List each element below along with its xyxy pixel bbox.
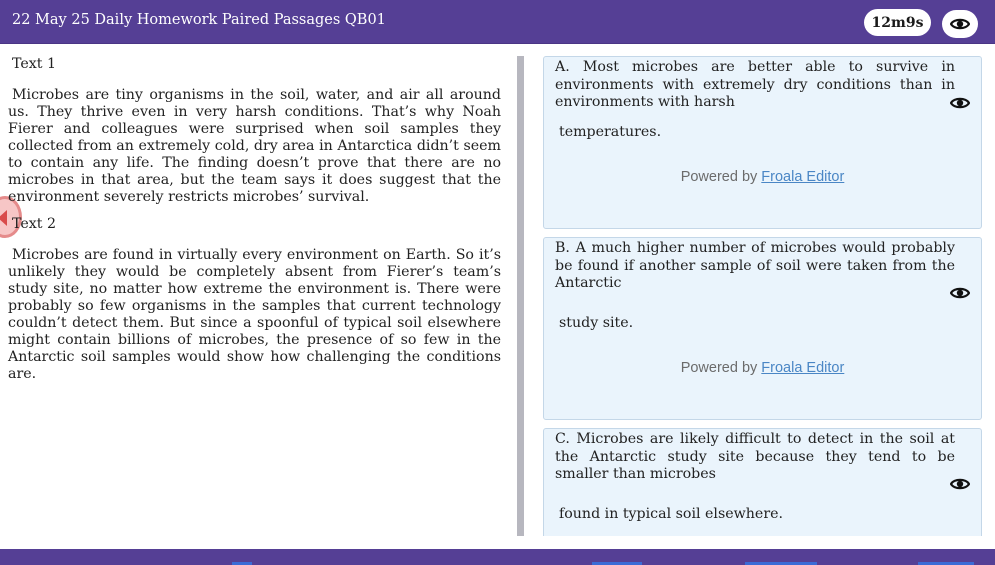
eye-icon: [950, 17, 970, 31]
eye-icon[interactable]: [950, 477, 970, 491]
text2-body: Microbes are found in virtually every environment on Earth. So it’s unlikely they would be completely absent from Fierer’s team’s study site, no matter how extreme the environment is. There were probably so few organisms in the samples that current technology couldn’t detect them. But since a spoonful of typical soil elsewhere might contain billions of microbes, the presence of so few in the Antarctic soil samples would show how challenging the conditions are.: [8, 247, 501, 382]
text1-heading: Text 1: [12, 56, 56, 72]
top-bar: [0, 0, 995, 44]
froala-link[interactable]: Froala Editor: [761, 169, 845, 185]
option-continuation: found in typical soil elsewhere.: [559, 506, 784, 522]
option-continuation: study site.: [559, 315, 634, 331]
answer-option-c[interactable]: [543, 428, 982, 536]
bottom-bar: [0, 549, 995, 565]
passage-panel: [8, 52, 501, 389]
toggle-visibility-button[interactable]: [942, 10, 978, 38]
text2-heading: Text 2: [12, 216, 56, 232]
answer-option-b[interactable]: [543, 237, 982, 420]
powered-by-prefix: Powered by: [680, 360, 758, 376]
answer-options: [543, 56, 982, 536]
option-continuation: temperatures.: [559, 124, 662, 140]
option-text: A. Most microbes are better able to survive in environments with extremely dry conditions than in environments with harsh: [555, 59, 955, 110]
option-text: C. Microbes are likely difficult to detect in the soil at the Antarctic study site because they tend to be smaller than microbes: [555, 431, 955, 482]
panel-divider[interactable]: [517, 56, 524, 536]
page-title: 22 May 25 Daily Homework Paired Passages QB01: [12, 12, 386, 28]
powered-by-prefix: Powered by: [680, 169, 758, 185]
powered-by-label: [544, 360, 981, 376]
eye-icon[interactable]: [950, 286, 970, 300]
timer-badge[interactable]: 12m9s: [864, 9, 931, 36]
eye-icon[interactable]: [950, 96, 970, 110]
answer-option-a[interactable]: [543, 56, 982, 229]
option-text: B. A much higher number of microbes would probably be found if another sample of soil were taken from the Antarctic: [555, 240, 955, 291]
froala-link[interactable]: Froala Editor: [761, 360, 845, 376]
text1-body: Microbes are tiny organisms in the soil, water, and air all around us. They thrive even in very harsh conditions. That’s why Noah Fierer and colleagues were surprised when soil samples they collected from an extremely cold, dry area in Antarctica didn’t seem to contain any life. The finding doesn’t prove that there are no microbes in that area, but the team says it does suggest that the environment severely restricts microbes’ survival.: [8, 87, 501, 205]
powered-by-label: [544, 169, 981, 185]
